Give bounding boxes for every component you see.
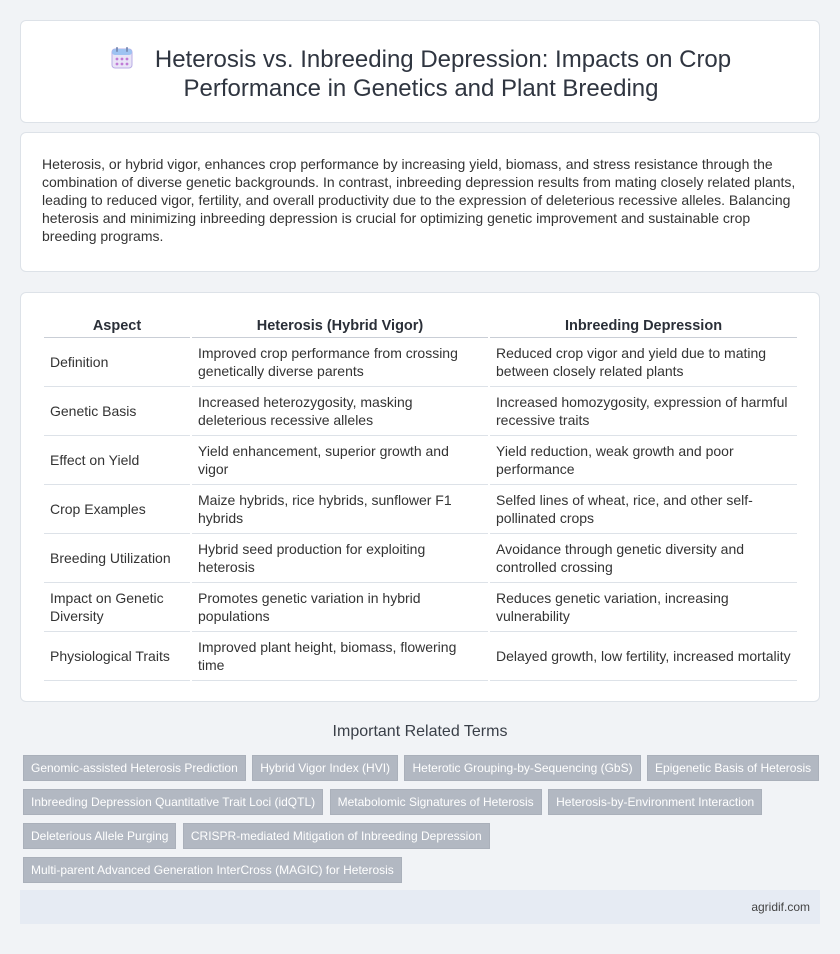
cell-inbreeding: Delayed growth, low fertility, increased mortality (490, 632, 797, 681)
cell-aspect: Definition (44, 338, 190, 387)
header-inbreeding: Inbreeding Depression (490, 317, 797, 338)
title-line-2: Performance in Genetics and Plant Breeding (183, 75, 659, 102)
comparison-table (42, 317, 799, 681)
intro-card (20, 132, 820, 272)
title-line-1: Heterosis vs. Inbreeding Depression: Impacts on Crop (154, 46, 732, 73)
related-terms-list (23, 755, 823, 891)
related-term-tag[interactable]: Multi-parent Advanced Generation InterCross (MAGIC) for Heterosis (23, 857, 402, 883)
related-term-tag[interactable]: CRISPR-mediated Mitigation of Inbreeding Depression (183, 823, 490, 849)
cell-inbreeding: Avoidance through genetic diversity and controlled crossing (490, 534, 797, 583)
cell-heterosis: Increased heterozygosity, masking deleterious recessive alleles (192, 387, 488, 436)
related-term-tag[interactable]: Epigenetic Basis of Heterosis (647, 755, 819, 781)
related-term-tag[interactable]: Genomic-assisted Heterosis Prediction (23, 755, 246, 781)
cell-heterosis: Hybrid seed production for exploiting heterosis (192, 534, 488, 583)
table-row (44, 338, 797, 387)
table-row (44, 485, 797, 534)
cell-heterosis: Maize hybrids, rice hybrids, sunflower F1 hybrids (192, 485, 488, 534)
cell-inbreeding: Reduced crop vigor and yield due to mating between closely related plants (490, 338, 797, 387)
related-term-tag[interactable]: Heterotic Grouping-by-Sequencing (GbS) (404, 755, 640, 781)
cell-aspect: Crop Examples (44, 485, 190, 534)
table-header-row (44, 317, 797, 338)
related-term-tag[interactable]: Metabolomic Signatures of Heterosis (330, 789, 542, 815)
cell-heterosis: Improved plant height, biomass, flowering time (192, 632, 488, 681)
cell-aspect: Impact on Genetic Diversity (44, 583, 190, 632)
cell-aspect: Breeding Utilization (44, 534, 190, 583)
calendar-icon (111, 47, 133, 69)
header-heterosis: Heterosis (Hybrid Vigor) (192, 317, 488, 338)
cell-aspect: Effect on Yield (44, 436, 190, 485)
related-term-tag[interactable]: Inbreeding Depression Quantitative Trait Loci (idQTL) (23, 789, 323, 815)
cell-inbreeding: Yield reduction, weak growth and poor performance (490, 436, 797, 485)
footer-bar (20, 890, 820, 924)
intro-paragraph: Heterosis, or hybrid vigor, enhances crop performance by increasing yield, biomass, and stress resistance through the combination of diverse genetic backgrounds. In contrast, inbreeding depression results from mating closely related plants, leading to reduced vigor, fertility, and overall productivity due to the expression of deleterious recessive alleles. Balancing heterosis and minimizing inbreeding depression is crucial for optimizing genetic improvement and sustainable crop breeding programs. (42, 156, 796, 244)
related-term-tag[interactable]: Hybrid Vigor Index (HVI) (252, 755, 398, 781)
title-card (20, 20, 820, 123)
cell-inbreeding: Selfed lines of wheat, rice, and other self-pollinated crops (490, 485, 797, 534)
cell-inbreeding: Reduces genetic variation, increasing vulnerability (490, 583, 797, 632)
table-row (44, 387, 797, 436)
cell-heterosis: Yield enhancement, superior growth and vigor (192, 436, 488, 485)
related-term-tag[interactable]: Deleterious Allele Purging (23, 823, 176, 849)
footer-site-link[interactable]: agridif.com (751, 900, 810, 914)
table-row (44, 436, 797, 485)
cell-heterosis: Promotes genetic variation in hybrid populations (192, 583, 488, 632)
table-row (44, 583, 797, 632)
cell-aspect: Genetic Basis (44, 387, 190, 436)
related-terms-heading: Important Related Terms (332, 723, 508, 740)
cell-heterosis: Improved crop performance from crossing genetically diverse parents (192, 338, 488, 387)
comparison-card (20, 292, 820, 702)
cell-aspect: Physiological Traits (44, 632, 190, 681)
page-title (21, 45, 821, 103)
cell-inbreeding: Increased homozygosity, expression of harmful recessive traits (490, 387, 797, 436)
table-row (44, 632, 797, 681)
header-aspect: Aspect (44, 317, 190, 338)
table-row (44, 534, 797, 583)
related-term-tag[interactable]: Heterosis-by-Environment Interaction (548, 789, 762, 815)
